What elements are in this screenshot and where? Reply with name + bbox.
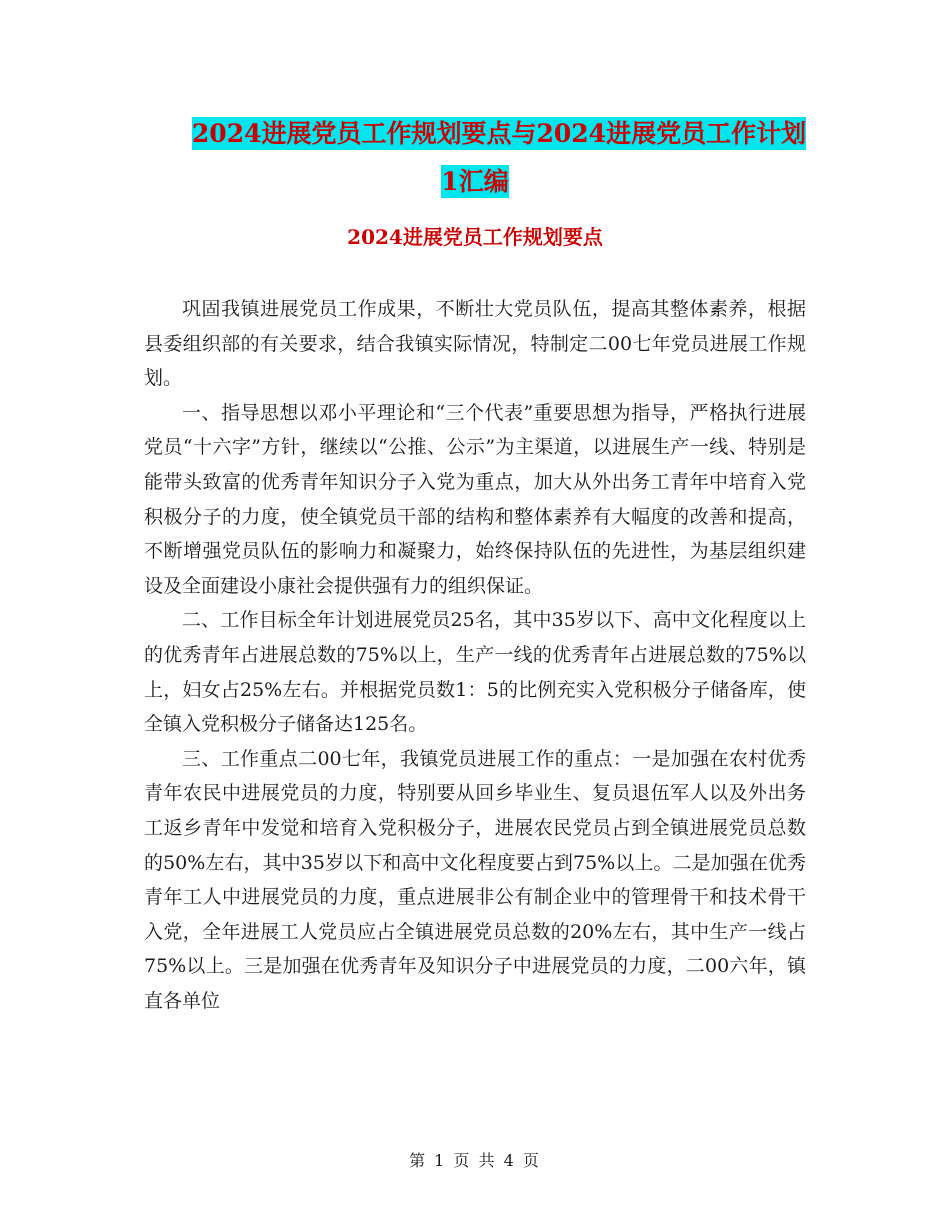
section-title: 2024进展党员工作规划要点 xyxy=(347,225,603,249)
title-line-2: 1汇编 xyxy=(441,167,509,196)
paragraph-guiding-ideology: 一、指导思想以邓小平理论和“三个代表”重要思想为指导，严格执行进展党员“十六字”方针，继续以“公推、公示”为主渠道，以进展生产一线、特别是能带头致富的优秀青年知识分子入党为重点，加大从外出务工青年中培育入党积极分子的力度，使全镇党员干部的结构和整体素养有大幅度的改善和提高，不断增强党员队伍的影响力和凝聚力，始终保持队伍的先进性，为基层组织建设及全面建设小康社会提供强有力的组织保证。 xyxy=(144,401,806,597)
document-title xyxy=(0,110,950,206)
document-body xyxy=(144,292,806,1018)
paragraph-intro: 巩固我镇进展党员工作成果，不断壮大党员队伍，提高其整体素养，根据县委组织部的有关要求，结合我镇实际情况，特制定二00七年党员进展工作规划。 xyxy=(144,298,806,390)
paragraph-work-focus: 三、工作重点二00七年，我镇党员进展工作的重点：一是加强在农村优秀青年农民中进展党员的力度，特别要从回乡毕业生、复员退伍军人以及外出务工返乡青年中发觉和培育入党积极分子，进展农民党员占到全镇进展党员总数的50%左右，其中35岁以下和高中文化程度要占到75%以上。二是加强在优秀青年工人中进展党员的力度，重点进展非公有制企业中的管理骨干和技术骨干入党，全年进展工人党员应占全镇进展党员总数的20%左右，其中生产一线占75%以上。三是加强在优秀青年及知识分子中进展党员的力度，二00六年，镇直各单位 xyxy=(144,747,806,1012)
paragraph-work-goals: 二、工作目标全年计划进展党员25名，其中35岁以下、高中文化程度以上的优秀青年占进展总数的75%以上，生产一线的优秀青年占进展总数的75%以上，妇女占25%左右。并根据党员数1：5的比例充实入党积极分子储备库，使全镇入党积极分子储备达125名。 xyxy=(144,609,806,736)
page-footer: 第 1 页 共 4 页 xyxy=(409,1151,541,1170)
title-line-1: 2024进展党员工作规划要点与2024进展党员工作计划 xyxy=(191,119,807,148)
